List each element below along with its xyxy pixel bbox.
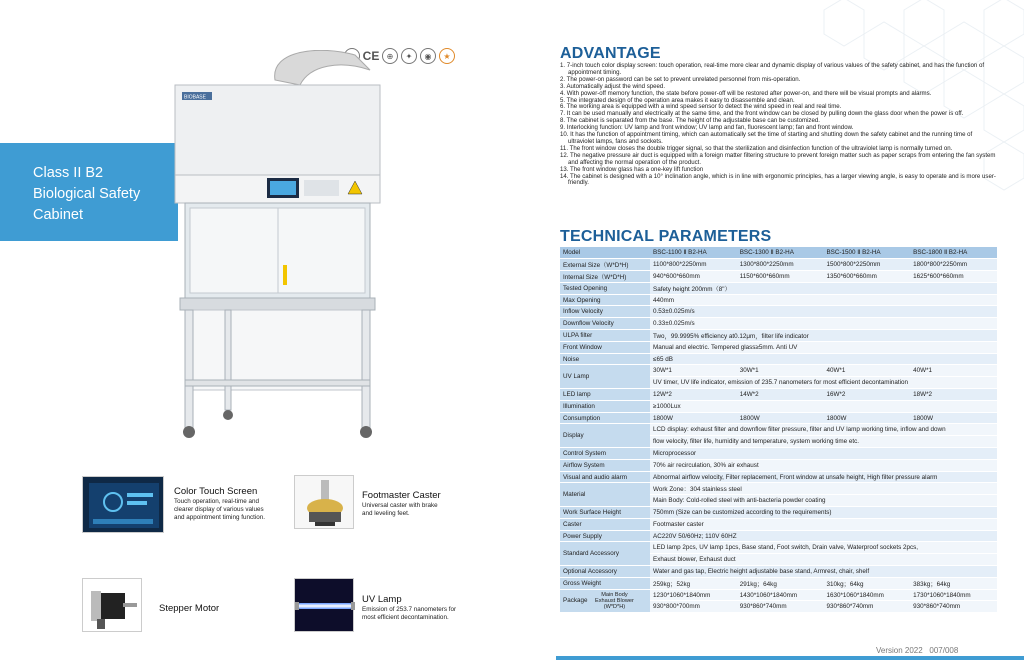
param-value: BSC-1300 Ⅱ B2-HA [737,247,824,259]
table-row [560,412,997,424]
param-label [560,589,650,613]
param-value: 930*860*740mm [823,601,910,613]
table-row [560,259,997,271]
advantage-item: 7. It can be used manually and electrically at the same time, and the front window can be closed by pulling down the glass door when the power is off. [560,110,964,118]
table-row [560,282,997,294]
brand-label: BIOBASE [184,94,206,101]
footer-line [556,656,1024,660]
param-value: 0.33±0.025m/s [650,318,997,330]
advantage-item: 6. The working area is equipped with a wind speed sensor to detect the wind speed in real and real time. [560,103,842,111]
feature-title: UV Lamp [362,594,402,605]
param-label: Internal Size（W*D*H) [560,271,650,283]
table-row [560,353,997,365]
table-row [560,271,997,283]
table-row [560,306,997,318]
param-value: AC220V 50/60Hz; 110V 60HZ [650,530,997,542]
param-label: Visual and audio alarm [560,471,650,483]
param-value: 70% air recirculation, 30% air exhaust [650,459,997,471]
table-row [560,330,997,342]
feature-title: Footmaster Caster [362,490,441,501]
param-label: Airflow System [560,459,650,471]
param-value: LCD display: exhaust filter and downflow filter pressure, filter and UV lamp working time, inflow and down [650,424,997,436]
cert-icon: ✦ [401,48,417,64]
table-row [560,448,997,460]
param-label: Front Window [560,341,650,353]
param-value: Abnormal airflow velocity, Filter replacement, Front window at unsafe height, High filter pressure alarm [650,471,997,483]
param-label: Noise [560,353,650,365]
feature-desc: Touch operation, real-time and clearer display of various values and appointment timing function. [174,498,266,521]
advantage-item: 14. The cabinet is designed with a 10° inclination angle, which is in line with ergonomic principles, has a larger viewing angle, is easy to operate and is more user-friendly. [560,172,996,187]
table-row [560,318,997,330]
param-value: BSC-1800 Ⅱ B2-HA [910,247,997,259]
param-value: 0.53±0.025m/s [650,306,997,318]
param-value: 1630*1060*1840mm [823,589,910,601]
table-row [560,483,997,495]
param-label: Caster [560,518,650,530]
param-value: 1430*1060*1840mm [737,589,824,601]
param-value: 40W*1 [823,365,910,377]
advantage-item: 10. It has the function of appointment timing, which can automatically set the time of starting and shutting down the safety cabinet and the running time of ultraviolet lamps, fans and sockets. [560,131,973,145]
param-value: 930*860*740mm [737,601,824,613]
param-value: ≥1000Lux [650,400,997,412]
param-value: 40W*1 [910,365,997,377]
param-value: 1150*600*660mm [737,271,824,283]
param-value: 259kg；52kg [650,577,737,589]
advantage-item: 2. The power-on password can be set to prevent unrelated personnel from mis-operation. [560,75,801,83]
advantage-item: 5. The integrated design of the operation area makes it easy to disassemble and clean. [560,96,795,104]
uv-lamp-image [294,578,354,632]
table-row [560,341,997,353]
param-value: 940*600*660mm [650,271,737,283]
param-label: Model [560,247,650,259]
param-value: 383kg；64kg [910,577,997,589]
table-row [560,365,997,377]
param-label: UV Lamp [560,365,650,389]
param-value: Two，99.9995% efficiency at0.12μm，filter life indicator [650,330,997,342]
param-value: 1350*600*660mm [823,271,910,283]
table-row [560,566,997,578]
title-line: Class II B2 [33,165,104,181]
touch-screen-image [82,476,164,533]
param-value: 1625*600*660mm [910,271,997,283]
title-line: Cabinet [33,207,83,223]
param-value: 30W*1 [737,365,824,377]
param-value: 440mm [650,294,997,306]
ce-icon: CE [362,49,380,63]
param-label: Illumination [560,400,650,412]
param-value: 750mm (Size can be customized according to the requirements) [650,507,997,519]
param-sublabel: (W*D*H) [603,604,626,610]
advantage-item: 3. Automatically adjust the wind speed. [560,82,666,90]
advantage-item: 1. 7-inch touch color display screen: touch operation, real-time more clear and dynamic display of various values of the safety cabinet, and has the function of appointment timing. [560,62,985,76]
cert-icon: ★ [439,48,455,64]
param-value: 1230*1060*1840mm [650,589,737,601]
param-label: Gross Weight [560,577,650,589]
footer-version: Version 2022 007/008 [876,646,959,655]
param-value: ≤65 dB [650,353,997,365]
param-value: 1800W [650,412,737,424]
param-value: 1300*800*2250mm [737,259,824,271]
table-row [560,400,997,412]
param-value: Microprocessor [650,448,997,460]
feature-desc: Universal caster with brake and leveling feet. [362,502,438,517]
stepper-motor-image [82,578,142,632]
param-sublabel: Exhaust Blower [595,597,634,604]
table-row [560,471,997,483]
table-row [560,247,997,259]
title-line: Biological Safety [33,186,141,202]
table-row [560,518,997,530]
advantage-item: 9. Interlocking function: UV lamp and front window; UV lamp and fan, fluorescent lamp; fan and front window. [560,124,854,132]
feature-title: Stepper Motor [159,603,220,614]
advantage-heading: ADVANTAGE [560,45,661,62]
param-label: Material [560,483,650,507]
param-value: Main Body: Cold-rolled steel with anti-bacteria powder coating [650,495,997,507]
advantage-item: 8. The cabinet is separated from the base. The height of the adjustable base can be customized. [560,117,820,125]
param-value: flow velocity, filter life, humidity and temperature, system working time etc. [650,436,997,448]
table-row [560,530,997,542]
advantage-item: 11. The front window closes the double trigger signal, so that the sterilization and disinfection function of the ultraviolet lamp is normally turned on. [560,144,953,152]
feature-desc: Emission of 253.7 nanometers for most efficient decontamination. [362,606,457,621]
param-value: 18W*2 [910,389,997,401]
feature-title: Color Touch Screen [174,486,258,497]
param-value: 1500*800*2250mm [823,259,910,271]
advantage-item: 4. With power-off memory function, the state before power-off will be restored after power-on, and there will be visual prompts and alarms. [560,89,932,97]
param-value: Manual and electric. Tempered glass≥5mm. Anti UV [650,341,997,353]
param-label: Tested Opening [560,282,650,294]
cabinet-image [170,50,385,442]
table-row [560,577,997,589]
table-row [560,542,997,554]
technical-parameters-heading: TECHNICAL PARAMETERS [560,228,772,245]
advantage-item: 12. The negative pressure air duct is equipped with a foreign matter filtering structure to prevent foreign matter such as paper scraps from entering the fan system and affecting the normal operation of the product. [560,151,996,166]
table-row [560,507,997,519]
param-label: Package [563,597,588,605]
param-label: Standard Accessory [560,542,650,566]
table-row [560,294,997,306]
table-row [560,459,997,471]
param-value: 310kg；64kg [823,577,910,589]
param-label: Consumption [560,412,650,424]
param-value: BSC-1100 Ⅱ B2-HA [650,247,737,259]
cert-icon: ◉ [420,48,436,64]
param-value: 1100*800*2250mm [650,259,737,271]
cert-icon: ⊕ [382,48,398,64]
param-label: Downflow Velocity [560,318,650,330]
table-row [560,389,997,401]
param-label: Control System [560,448,650,460]
param-value: 1800W [823,412,910,424]
param-label: LED lamp [560,389,650,401]
param-label: Power Supply [560,530,650,542]
param-label: External Size（W*D*H) [560,259,650,271]
product-title-banner [0,143,178,241]
param-label: Max Opening [560,294,650,306]
advantage-list [560,63,1000,187]
technical-parameters-table [560,247,997,613]
param-value: 1800W [737,412,824,424]
table-row [560,589,997,601]
param-label: Work Surface Height [560,507,650,519]
param-value: 1800*800*2250mm [910,259,997,271]
param-label: Inflow Velocity [560,306,650,318]
param-value: 14W*2 [737,389,824,401]
param-value: 30W*1 [650,365,737,377]
param-value: Water and gas tap, Electric height adjustable base stand, Armrest, chair, shelf [650,566,997,578]
param-value: 1730*1060*1840mm [910,589,997,601]
param-value: 930*860*740mm [910,601,997,613]
param-value: Work Zone：304 stainless steel [650,483,997,495]
param-value: Footmaster caster [650,518,997,530]
param-value: BSC-1500 Ⅱ B2-HA [823,247,910,259]
param-value: 1800W [910,412,997,424]
param-label: Optional Accessory [560,566,650,578]
table-row [560,424,997,436]
param-value: 930*800*700mm [650,601,737,613]
param-value: 12W*2 [650,389,737,401]
param-value: Exhaust blower, Exhaust duct [650,554,997,566]
advantage-item: 13. The front window glass has a one-key lift function [560,165,704,173]
param-value: 291kg；64kg [737,577,824,589]
param-sublabel: Main Body [601,591,628,598]
param-value: Safety height 200mm（8"） [650,282,997,294]
param-label: ULPA filter [560,330,650,342]
param-value: LED lamp 2pcs, UV lamp 1pcs, Base stand, Foot switch, Drain valve, Waterproof sockets 2pcs, [650,542,997,554]
param-value: UV timer, UV life indicator, emission of 235.7 nanometers for most efficient decontamination [650,377,997,389]
param-value: 16W*2 [823,389,910,401]
param-label: Display [560,424,650,448]
caster-image [294,475,354,529]
